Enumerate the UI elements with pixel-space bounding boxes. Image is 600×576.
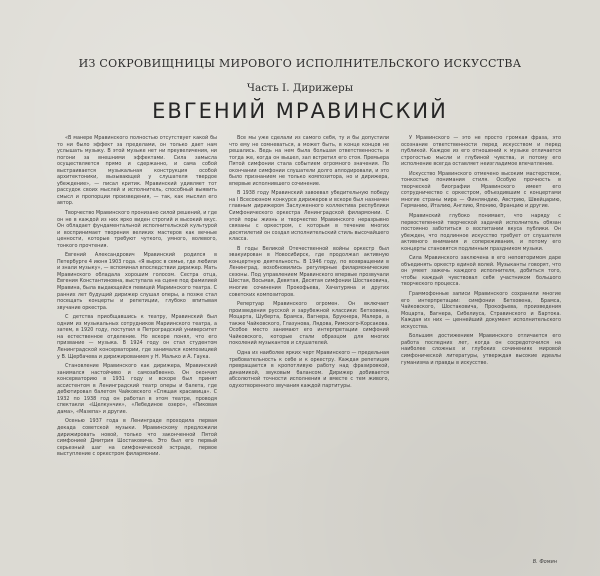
paragraph: Сила Мравинского заключена в его неповторимом даре объединять оркестр единой волей. Музыканты говорят, что он умеет зажечь каждого исполнителя, добиться того, чтобы каждый чувствовал себя участником большого творческого процесса. <box>401 255 561 288</box>
paragraph: В 1938 году Мравинский завоевал убедительную победу на I Всесоюзном конкурсе дирижеров и вскоре был назначен главным дирижером Заслуженного коллектива республики Симфонического оркестра Ленинградской филармонии. С этой поры жизнь и творчество Мравинского неразрывно связаны с оркестром, с которым в течение многих десятилетий он создал исполнительский стиль высочайшего класса. <box>229 190 389 243</box>
paragraph: Осенью 1937 года в Ленинграде проходила первая декада советской музыки. Мравинскому предложили дирижировать новой, только что законченной Пятой симфонией Дмитрия Шостаковича. Это был его первый серьезный шаг на симфонической эстраде, первое выступление с оркестром филармонии. <box>57 418 217 458</box>
part-title: Часть I. Дирижеры <box>246 82 354 94</box>
text-column-2 <box>229 135 389 565</box>
liner-notes <box>57 135 561 565</box>
text-column-3 <box>401 135 561 565</box>
paragraph: Становление Мравинского как дирижера, Мравинский занимался настойчиво и самозабвенно. Он окончил консерваторию в 1931 году и вскоре был принят ассистентом в Ленинградский театр оперы и балета, где дебютировал балетом Чайковского «Спящая красавица». С 1932 по 1938 год он работал в этом театре, проводя спектакли «Щелкунчик», «Лебединое озеро», «Пиковая дама», «Мазепа» и другие. <box>57 363 217 415</box>
paragraph: У Мравинского — это не просто громкая фраза, это осознание ответственности перед искусством и перед публикой. Каждое из его отношений к музыке отличается строгостью мысли и глубиной чувства, и потому его исполнение всегда оставляет неизгладимое впечатление. <box>401 135 561 168</box>
author-signature: В. Фомин <box>532 559 557 565</box>
paragraph: С детства приобщавшись к театру, Мравинский был одним из музыкальных сотрудников Мариинского театра, а затем, в 1920 году, поступил в Петроградский университет на естественное отделение. Но вскоре понял, что его призвание — музыка. В 1924 году он стал студентом Ленинградской консерватории, где занимался композицией у В. Щербачева и дирижированием у Н. Малько и А. Гаука. <box>57 314 217 360</box>
paragraph: Все мы уже сделали из самого себя, ту и бы допустили что ему не сомневаться, а может быть, в конце концов не решались. Ведь на нем была большая ответственность и тогда же, когда он вышел, зал встретил его стоя. Премьера Пятой симфонии стала событием огромного значения. По окончании симфонии слушатели долго аплодировали, и это было признанием не только композитора, но и дирижера, впервые исполнившего сочинение. <box>229 135 389 187</box>
header <box>0 57 600 123</box>
series-title: ИЗ СОКРОВИЩНИЦЫ МИРОВОГО ИСПОЛНИТЕЛЬСКОГО ИСКУССТВА <box>78 57 522 70</box>
paragraph: Одна из наиболее ярких черт Мравинского — предельная требовательность к себе и к оркестру. Каждая репетиция превращается в кропотливую работу над фразировкой, динамикой, звуковым балансом. Дирижер добивается абсолютной точности исполнения и вместе с тем живого, одухотворенного звучания каждой партитуры. <box>229 349 389 389</box>
paragraph: В годы Великой Отечественной войны оркестр был эвакуирован в Новосибирск, где продолжал активную концертную деятельность. В 1946 году, по возвращении в Ленинград, возобновились регулярные филармонические сезоны. Под управлением Мравинского впервые прозвучали Шестая, Восьмая, Девятая, Десятая симфонии Шостаковича, многие сочинения Прокофьева, Хачатуряна и других советских композиторов. <box>229 245 389 298</box>
paragraph: Мравинский глубоко понимает, что наряду с первостепенной творческой задачей исполнитель обязан постоянно заботиться о воспитании вкуса публики. Он убежден, что подлинное искусство требует от слушателя активного внимания и сопереживания, и потому его концерты становятся подлинным праздником музыки. <box>401 213 561 252</box>
paragraph: «В манере Мравинского полностью отсутствует какой бы то ни было эффект за пределами, он только дает нам услышать музыку. В этой музыке нет ни преувеличения, ни погони за внешними эффектами. Сила замысла осуществляется прямо и сдержанно, и сама собой выстраивается музыкальная конструкция особой архитектоники, вызывающей у слушателя твердое убеждение», — писал критик. Мравинский удивляет тот рассудок своих мыслей и исполнитель, способный выявить смысл и пропорции произведения, — так, как мыслил его автор. <box>57 135 217 207</box>
paragraph: Искусство Мравинского отмечено высоким мастерством, тонкостью понимания стиля. Особую прочность в творческой биографии Мравинского имеет его сотрудничество с оркестром, объездившим с концертами многие страны мира — Финляндию, Австрию, Швейцарию, Германию, Италию, Англию, Японию, Францию и другие. <box>401 170 561 210</box>
paragraph: Евгений Александрович Мравинский родился в Петербурге 4 июня 1903 года. «Я вырос в семье, где любили и знали музыку», — вспоминал впоследствии дирижер. Мать Мравинского обладала хорошим голосом. Сестра отца, Евгения Константиновна, выступала на сцене под фамилией Мравина, была выдающейся певицей Мариинского театра. С ранних лет будущий дирижер слушал оперы, а позже стал посещать концерты и репетиции, глубоко впитывая звучание оркестра. <box>57 252 217 311</box>
text-column-1 <box>57 135 217 565</box>
paragraph: Граммофонные записи Мравинского сохранили многие его интерпретации: симфонии Бетховена, Брамса, Чайковского, Шостаковича, Прокофьева, произведения Моцарта, Вагнера, Сибелиуса, Стравинского и Бартока. Каждая из них — ценнейший документ исполнительского искусства. <box>401 291 561 330</box>
paragraph: Творчество Мравинского пронизано силой решений, и где он не в каждой из них ярко виден строгий и высокий вкус. Он обладает фундаментальной исполнительской культурой и воспринимает творения великих мастеров как вечные ценности, которые требуют чуткого, умного, волевого, тонкого прочтения. <box>57 210 217 249</box>
paragraph: Репертуар Мравинского огромен. Он включает произведения русской и зарубежной классики: Бетховена, Моцарта, Шуберта, Брамса, Вагнера, Брукнера, Малера, а также Чайковского, Глазунова, Лядова, Римского-Корсакова. Особое место занимают его интерпретации симфоний Чайковского, которые стали образцом для многих поколений музыкантов и слушателей. <box>229 301 389 347</box>
conductor-name: ЕВГЕНИЙ МРАВИНСКИЙ <box>152 99 448 123</box>
paragraph: Большим достижением Мравинского отличается его работа последних лет, когда он сосредоточился на наиболее сложных и глубоких сочинениях мировой симфонической литературы, утверждая высокие идеалы гуманизма и правды в искусстве. <box>401 333 561 366</box>
